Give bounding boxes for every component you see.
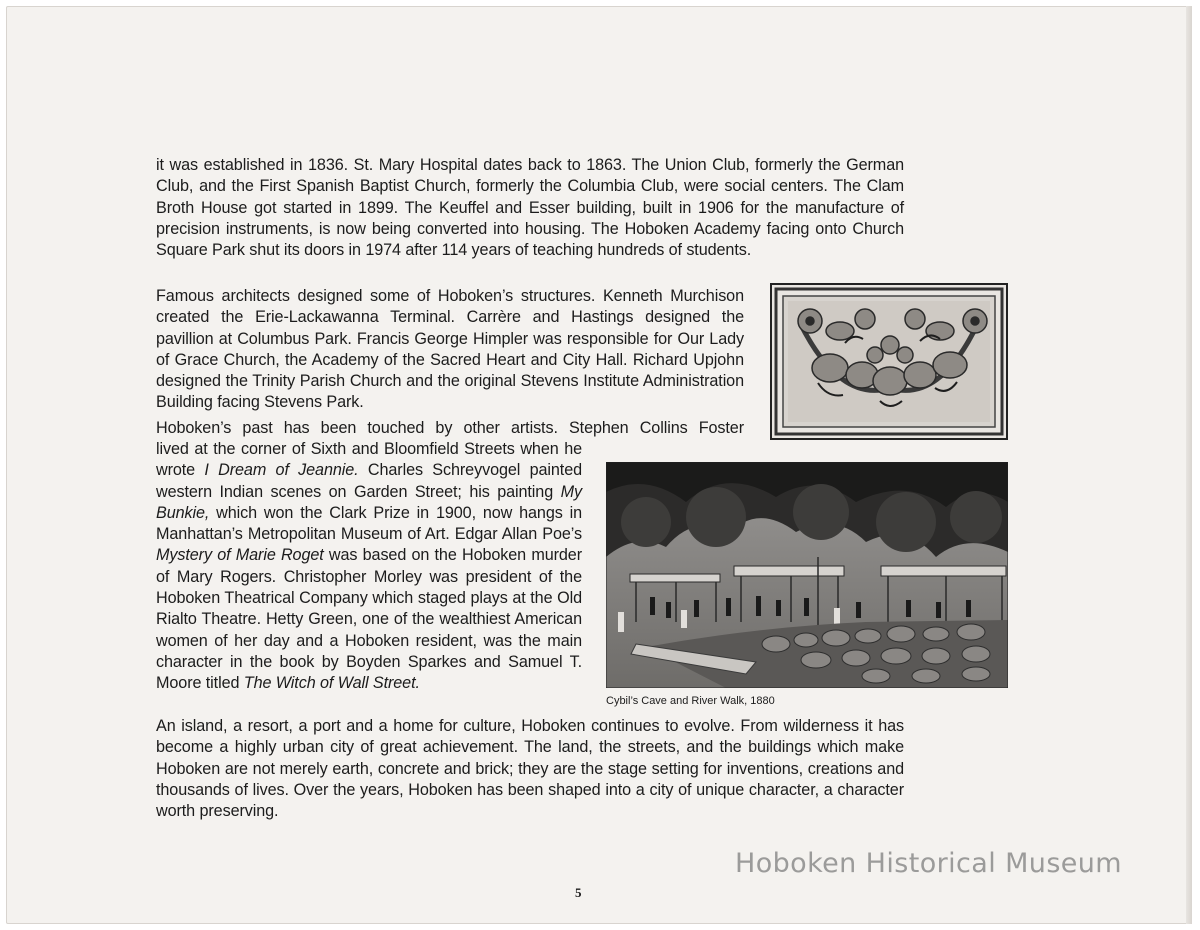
photo-caption: Cybil’s Cave and River Walk, 1880: [606, 695, 775, 707]
page-number: 5: [575, 885, 582, 900]
artists-title-marie-roget: Mystery of Marie Roget: [156, 546, 329, 565]
artists-intro-rest: lived at the corner of Sixth and Bloomfield Streets when he wrote: [156, 440, 582, 480]
cybils-cave-photo: [606, 462, 1008, 688]
paragraph-conclusion: An island, a resort, a port and a home for culture, Hoboken continues to evolve. From wilderness it has become a highly urban city of great achievement. The land, the streets, and the buildings which make Hoboken are not merely earth, concrete and brick; they are the stage setting for inventions, creations and thousands of lives. Over the years, Hoboken has been shaped into a city of unique character, a character worth preserving.: [156, 717, 904, 821]
paragraph-artists-intro: [156, 418, 744, 439]
page-edge: [1186, 6, 1192, 924]
paragraph-architects: Famous architects designed some of Hoboken’s structures. Kenneth Murchison created the Erie-Lackawanna Terminal. Carrère and Hastings designed the pavillion at Columbus Park. Francis George Himpler was responsible for Our Lady of Grace Church, the Academy of the Sacred Heart and City Hall. Richard Upjohn designed the Trinity Parish Church and the original Stevens Institute Administration Building facing Stevens Park.: [156, 287, 744, 412]
museum-watermark: Hoboken Historical Museum: [735, 848, 1123, 879]
artists-text-schreyvogel: Charles Schreyvogel painted western Indian scenes on Garden Street; his painting: [156, 461, 583, 501]
artists-title-bunkie: My Bunkie,: [156, 482, 582, 522]
carved-ornament-image: [770, 283, 1008, 440]
artists-text-poe: which won the Clark Prize in 1900, now hangs in Manhattan’s Metropolitan Museum of Art. Edgar Allan Poe’s: [156, 503, 582, 544]
paragraph-institutions: it was established in 1836. St. Mary Hospital dates back to 1863. The Union Club, formerly the German Club, and the First Spanish Baptist Church, formerly the Columbia Club, were social centers. The Clam Broth House got started in 1899. The Keuffel and Esser building, built in 1906 for the manufacture of precision instruments, is now being converted into housing. The Hoboken Academy facing onto Church Square Park shut its doors in 1974 after 114 years of teaching hundreds of students.: [156, 156, 904, 260]
paragraph-artists-continued: [156, 439, 582, 695]
artists-title-jeannie: I Dream of Jeannie.: [204, 461, 368, 480]
artists-title-witch: The Witch of Wall Street.: [243, 674, 420, 693]
artists-intro-line: Hoboken’s past has been touched by other artists. Stephen Collins Foster: [156, 419, 744, 437]
artists-text-morley: was based on the Hoboken murder of Mary Rogers. Christopher Morley was president of the Hoboken Theatrical Company which staged plays at the Old Rialto Theatre. Hetty Green, one of the wealthiest American women of her day and a Hoboken resident, was the main character in the book by Boyden Sparkes and Samuel T. Moore titled: [156, 546, 582, 693]
